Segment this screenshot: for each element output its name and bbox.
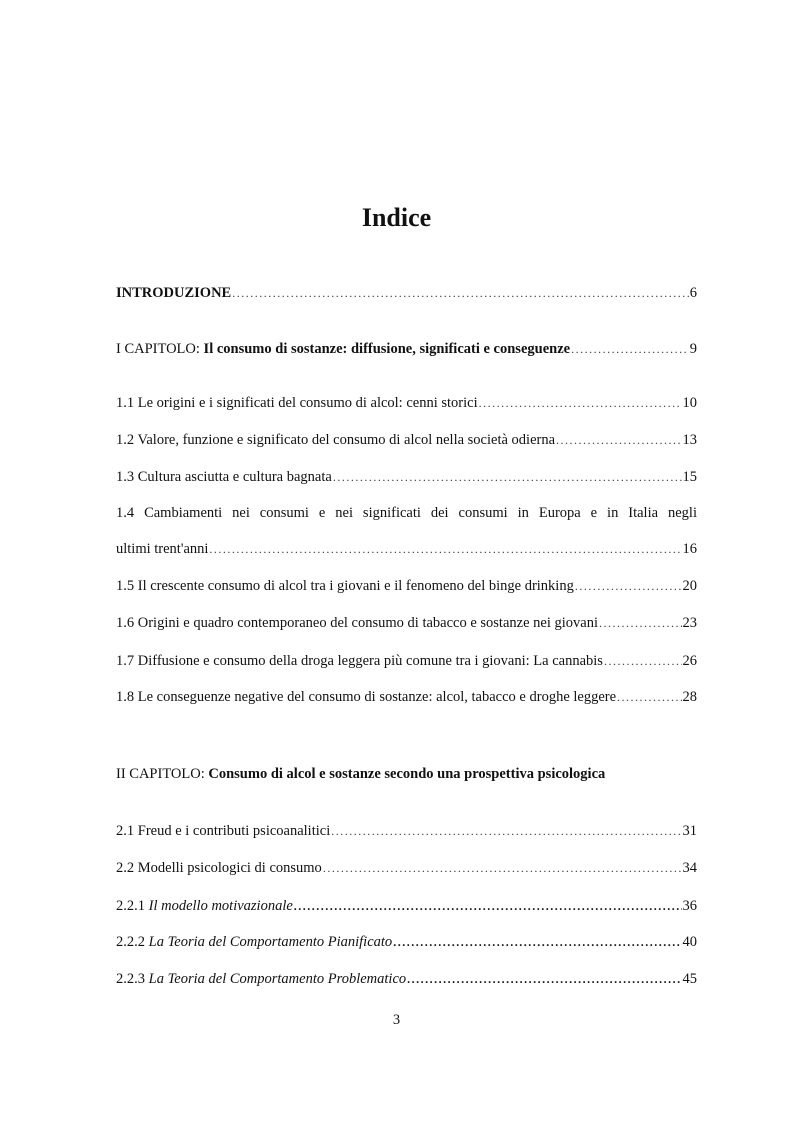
toc-entry-page: 9 (689, 341, 697, 357)
toc-entry[interactable] (116, 821, 697, 841)
toc-entry-page: 36 (682, 898, 697, 914)
dot-leader (571, 339, 689, 359)
toc-entry-page: 26 (682, 653, 697, 669)
dot-leader (331, 821, 681, 841)
subentry-number: 2.2.1 (116, 898, 149, 914)
dot-leader (294, 896, 682, 916)
toc-entry-label: 1.8 Le conseguenze negative del consumo di sostanze: alcol, tabacco e droghe leggere (116, 689, 617, 705)
toc-subentry-label (116, 896, 293, 916)
dot-leader (556, 430, 681, 450)
toc-subentry[interactable] (116, 932, 697, 952)
toc-chapter-1[interactable] (116, 339, 697, 359)
toc-subentry-label (116, 969, 406, 989)
toc-entry-page: 34 (682, 860, 697, 876)
toc-entry[interactable] (116, 503, 697, 523)
toc-entry-page: 23 (682, 615, 697, 631)
toc-entry-label: 2.2 Modelli psicologici di consumo (116, 860, 322, 876)
subentry-number: 2.2.2 (116, 934, 149, 950)
toc-entry-label: 1.2 Valore, funzione e significato del consumo di alcol nella società odierna (116, 432, 556, 448)
dot-leader (393, 932, 681, 952)
toc-entry-page: 16 (682, 541, 697, 557)
dot-leader (617, 687, 681, 707)
dot-leader (599, 613, 682, 633)
toc-entry[interactable] (116, 430, 697, 450)
toc-subentry-label (116, 932, 392, 952)
toc-chapter-label (116, 764, 605, 784)
toc-entry[interactable] (116, 858, 697, 878)
dot-leader (604, 651, 682, 671)
toc-entry-label: 1.6 Origini e quadro contemporaneo del consumo di tabacco e sostanze nei giovani (116, 615, 598, 631)
subentry-title: La Teoria del Comportamento Problematico (148, 971, 407, 987)
toc-chapter-label (116, 339, 570, 359)
dot-leader (323, 858, 682, 878)
dot-leader (209, 539, 681, 559)
toc-entry[interactable] (116, 651, 697, 671)
toc-entry-label: 1.1 Le origini e i significati del consumo di alcol: cenni storici (116, 395, 478, 411)
chapter-title: Consumo di alcol e sostanze secondo una prospettiva psicologica (208, 766, 606, 782)
toc-entry-page: 28 (682, 689, 697, 705)
toc-entry-page: 40 (682, 934, 697, 950)
toc-entry-page: 20 (682, 578, 697, 594)
dot-leader (575, 576, 682, 596)
toc-chapter-2[interactable] (116, 764, 697, 784)
dot-leader (479, 393, 682, 413)
toc-entry[interactable] (116, 613, 697, 633)
toc-entry-label: 1.3 Cultura asciutta e cultura bagnata (116, 469, 332, 485)
toc-subentry[interactable] (116, 969, 697, 989)
chapter-prefix: II CAPITOLO: (116, 766, 209, 782)
chapter-title: Il consumo di sostanze: diffusione, significati e conseguenze (203, 341, 571, 357)
toc-entry-label: 1.4 Cambiamenti nei consumi e nei significati dei consumi in Europa e in Italia negli (116, 505, 697, 521)
toc-subentry[interactable] (116, 896, 697, 916)
toc-entry-page: 45 (682, 971, 697, 987)
dot-leader (407, 969, 681, 989)
toc-entry-label: INTRODUZIONE (116, 285, 232, 301)
dot-leader (232, 283, 689, 303)
subentry-number: 2.2.3 (116, 971, 149, 987)
toc-entry-label: 2.1 Freud e i contributi psicoanalitici (116, 823, 331, 839)
toc-entry-continued[interactable] (116, 539, 697, 559)
page-number: 3 (392, 1012, 401, 1028)
toc-entry-label: ultimi trent'anni (116, 541, 209, 557)
chapter-prefix: I CAPITOLO: (116, 341, 204, 357)
toc-entry-page: 13 (682, 432, 697, 448)
toc-entry-introduction[interactable] (116, 283, 697, 303)
toc-entry[interactable] (116, 576, 697, 596)
dot-leader (333, 467, 682, 487)
toc-entry-page: 10 (682, 395, 697, 411)
toc-entry-page: 31 (682, 823, 697, 839)
toc-entry[interactable] (116, 393, 697, 413)
subentry-title: Il modello motivazionale (148, 898, 293, 914)
toc-entry-page: 6 (689, 285, 697, 301)
subentry-title: La Teoria del Comportamento Pianificato (148, 934, 393, 950)
toc-entry-label: 1.7 Diffusione e consumo della droga leggera più comune tra i giovani: La cannabis (116, 653, 603, 669)
toc-entry-label: 1.5 Il crescente consumo di alcol tra i giovani e il fenomeno del binge drinking (116, 578, 574, 594)
page-title: Indice (361, 203, 432, 232)
toc-entry-page: 15 (682, 469, 697, 485)
toc-entry[interactable] (116, 687, 697, 707)
toc-entry[interactable] (116, 467, 697, 487)
